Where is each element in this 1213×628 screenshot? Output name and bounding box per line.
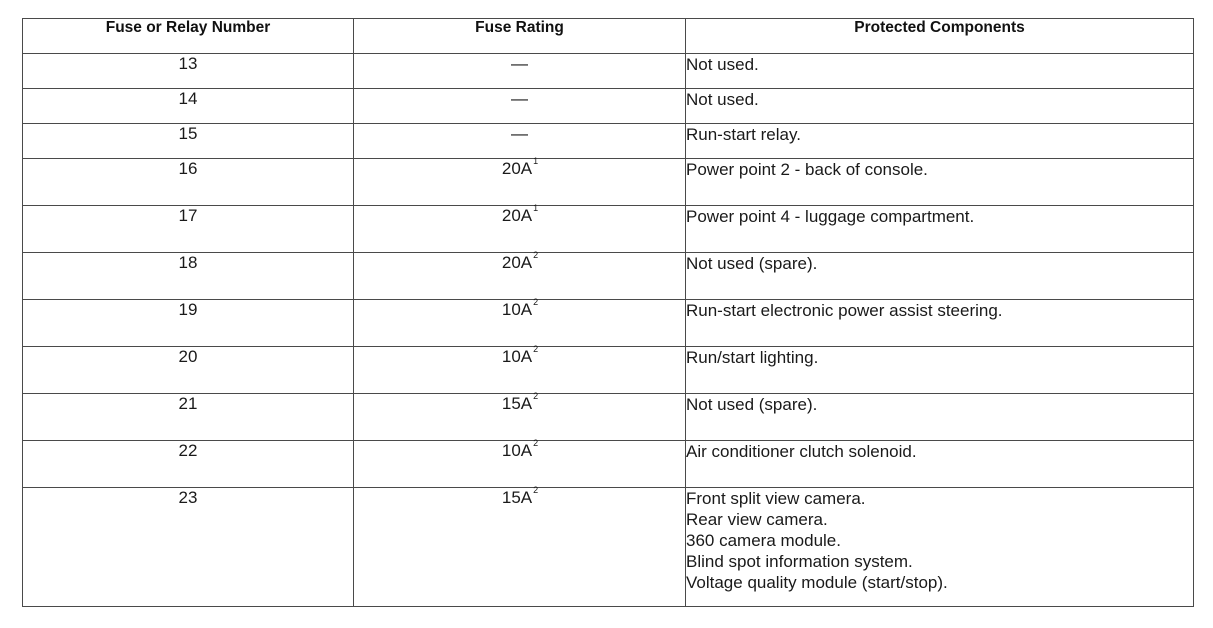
protected-components-cell [686, 159, 1194, 206]
fuse-rating-cell [354, 485, 686, 607]
fuse-rating-value: 20A [501, 253, 533, 272]
table-row [23, 394, 1194, 441]
fuse-number-cell: 23 [23, 488, 354, 607]
component-line: Not used. [686, 55, 759, 74]
fuse-number-cell: 13 [23, 54, 354, 89]
fuse-rating-value: 15A [501, 394, 533, 413]
fuse-rating-cell [354, 54, 686, 89]
footnote-marker: 2 [533, 391, 539, 401]
fuse-number-cell: 18 [23, 253, 354, 300]
fuse-rating-cell [354, 250, 686, 300]
footnote-marker: 2 [533, 438, 539, 448]
protected-components-cell [686, 488, 1194, 607]
fuse-rating-value: 20A [501, 159, 533, 178]
fuse-rating-cell [354, 89, 686, 124]
table-header-row [23, 19, 1194, 54]
fuse-rating-cell [354, 344, 686, 394]
fuse-number-cell: 20 [23, 347, 354, 394]
fuse-rating-value: — [511, 89, 528, 108]
fuse-rating-value: 15A [501, 488, 533, 507]
footnote-marker: 2 [533, 250, 539, 260]
fuse-rating-value: — [511, 54, 528, 73]
fuse-rating-cell [354, 391, 686, 441]
fuse-number-cell: 21 [23, 394, 354, 441]
component-line: Run/start lighting. [686, 348, 819, 367]
protected-components-cell [686, 206, 1194, 253]
fuse-number-cell: 15 [23, 124, 354, 159]
table-row [23, 206, 1194, 253]
component-line: Not used (spare). [686, 395, 818, 414]
table-row [23, 488, 1194, 607]
fuse-number-cell: 19 [23, 300, 354, 347]
component-line: Air conditioner clutch solenoid. [686, 442, 917, 461]
table-row [23, 300, 1194, 347]
component-line: 360 camera module. [686, 531, 841, 550]
component-line: Front split view camera. [686, 489, 866, 508]
component-line: Rear view camera. [686, 510, 828, 529]
component-line: Run-start electronic power assist steering. [686, 301, 1003, 320]
component-line: Power point 4 - luggage compartment. [686, 207, 975, 226]
protected-components-cell [686, 124, 1194, 159]
fuse-rating-value: — [511, 124, 528, 143]
fuse-number-cell: 14 [23, 89, 354, 124]
table-row [23, 159, 1194, 206]
table-row [23, 253, 1194, 300]
table-row [23, 441, 1194, 488]
fuse-rating-value: 10A [501, 441, 533, 460]
table-body [23, 54, 1194, 607]
fuse-table [22, 18, 1194, 607]
fuse-number-cell: 16 [23, 159, 354, 206]
protected-components-cell [686, 441, 1194, 488]
table-row [23, 54, 1194, 89]
fuse-rating-cell [354, 203, 686, 253]
fuse-rating-cell [354, 124, 686, 159]
protected-components-cell [686, 89, 1194, 124]
footnote-marker: 2 [533, 297, 539, 307]
protected-components-cell [686, 394, 1194, 441]
footnote-marker: 1 [533, 156, 539, 166]
table-row [23, 89, 1194, 124]
protected-components-cell [686, 253, 1194, 300]
footnote-marker: 2 [533, 485, 539, 495]
table-row [23, 347, 1194, 394]
header-fuse-number: Fuse or Relay Number [23, 19, 354, 54]
protected-components-cell [686, 54, 1194, 89]
table-row [23, 124, 1194, 159]
header-protected-components: Protected Components [686, 19, 1194, 54]
component-line: Not used. [686, 90, 759, 109]
footnote-marker: 1 [533, 203, 539, 213]
footnote-marker: 2 [533, 344, 539, 354]
component-line: Power point 2 - back of console. [686, 160, 928, 179]
fuse-number-cell: 22 [23, 441, 354, 488]
protected-components-cell [686, 300, 1194, 347]
protected-components-cell [686, 347, 1194, 394]
fuse-rating-cell [354, 156, 686, 206]
fuse-rating-value: 10A [501, 347, 533, 366]
fuse-rating-value: 10A [501, 300, 533, 319]
fuse-number-cell: 17 [23, 206, 354, 253]
header-fuse-rating: Fuse Rating [354, 19, 686, 54]
component-line: Blind spot information system. [686, 552, 913, 571]
fuse-rating-cell [354, 297, 686, 347]
component-line: Run-start relay. [686, 125, 801, 144]
component-line: Voltage quality module (start/stop). [686, 573, 948, 592]
fuse-rating-cell [354, 438, 686, 488]
fuse-rating-value: 20A [501, 206, 533, 225]
component-line: Not used (spare). [686, 254, 818, 273]
